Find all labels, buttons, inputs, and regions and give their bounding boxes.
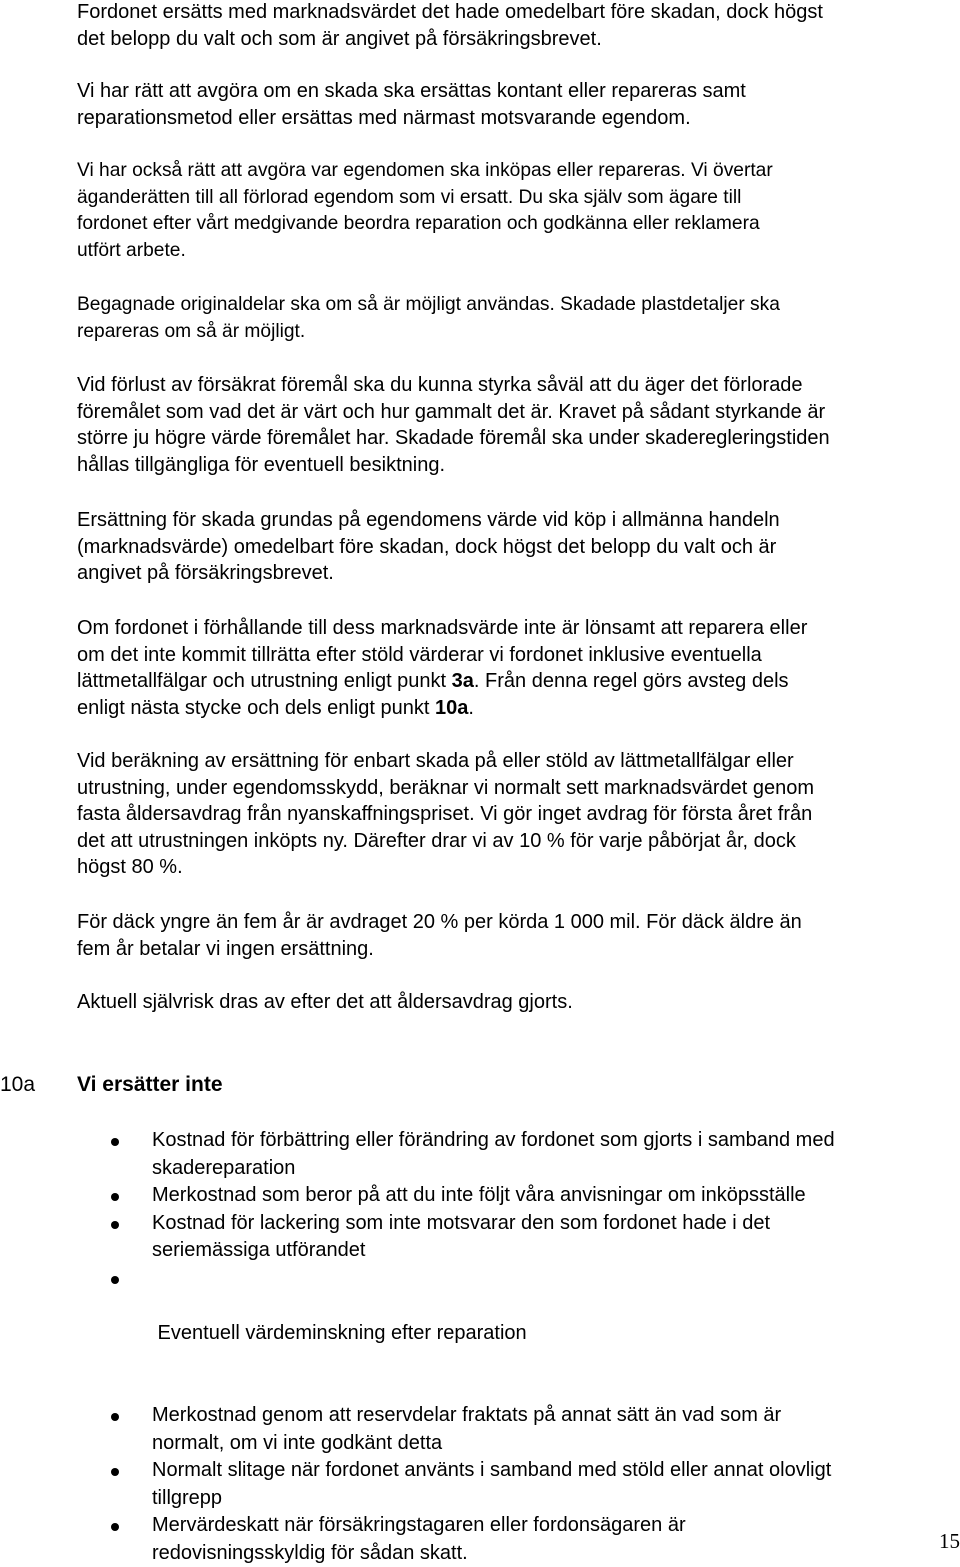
list-item-text <box>152 1182 960 1210</box>
text-line: fasta åldersavdrag från nyanskaffningspriset. Vi gör inget avdrag för första året från <box>77 801 949 828</box>
list-item <box>0 1457 960 1512</box>
list-item-text <box>152 1210 960 1265</box>
paragraph-market-value <box>77 0 949 52</box>
paragraph-repair-decision <box>77 78 949 131</box>
paragraph-compensation-basis <box>77 507 949 587</box>
text-line: det att utrustningen inköpts ny. Därefter drar vi av 10 % för varje påbörjat år, dock <box>77 828 949 855</box>
text-line <box>77 668 949 695</box>
list-item-text <box>152 1457 960 1512</box>
text-line: (marknadsvärde) omedelbart före skadan, dock högst det belopp du valt och är <box>77 534 949 561</box>
list-item <box>0 1512 960 1567</box>
point-reference: 10a <box>435 697 468 719</box>
text-line: reparationsmetod eller ersättas med närmast motsvarande egendom. <box>77 105 949 132</box>
text-run: enligt nästa stycke och dels enligt punkt <box>77 697 435 719</box>
text-line: högst 80 %. <box>77 854 949 881</box>
bullet-icon <box>111 1468 119 1476</box>
bullet-icon <box>111 1276 119 1284</box>
paragraph-purchase-decision <box>77 158 949 264</box>
paragraph-used-parts <box>77 292 949 345</box>
text-line: fem år betalar vi ingen ersättning. <box>77 936 949 963</box>
text-line: fordonet efter vårt medgivande beordra reparation och godkänna eller reklamera <box>77 211 949 238</box>
text-line: repareras om så är möjligt. <box>77 319 949 346</box>
text-line: större ju högre värde föremålet har. Skadade föremål ska under skaderegleringstiden <box>77 425 949 452</box>
text-line: Vid förlust av försäkrat föremål ska du kunna styrka såväl att du äger det förlorade <box>77 372 949 399</box>
text-line: Om fordonet i förhållande till dess marknadsvärde inte är lönsamt att reparera eller <box>77 615 949 642</box>
point-reference: 3a <box>452 670 474 692</box>
paragraph-not-profitable <box>77 615 949 721</box>
text-line: Vi har rätt att avgöra om en skada ska ersättas kontant eller repareras samt <box>77 78 949 105</box>
text-run: lättmetallfälgar och utrustning enligt punkt <box>77 670 452 692</box>
text-line <box>77 695 949 722</box>
bullet-icon <box>111 1193 119 1201</box>
list-item-text <box>152 1402 960 1457</box>
text-line: hållas tillgängliga för eventuell besiktning. <box>77 452 949 479</box>
text-line: Merkostnad genom att reservdelar fraktats på annat sätt än vad som är <box>152 1402 960 1430</box>
text-line: Mervärdeskatt när försäkringstagaren eller fordonsägaren är <box>152 1512 960 1540</box>
bullet-icon <box>111 1138 119 1146</box>
text-line: seriemässiga utförandet <box>152 1237 960 1265</box>
list-item <box>0 1265 960 1403</box>
exclusions-list <box>0 1127 960 1567</box>
text-line: angivet på försäkringsbrevet. <box>77 560 949 587</box>
text-line: Merkostnad som beror på att du inte följt våra anvisningar om inköpsställe <box>152 1182 960 1210</box>
text-line: normalt, om vi inte godkänt detta <box>152 1430 960 1458</box>
text-line: Kostnad för förbättring eller förändring av fordonet som gjorts i samband med <box>152 1127 960 1155</box>
text-line: Vi har också rätt att avgöra var egendomen ska inköpas eller repareras. Vi övertar <box>77 158 949 185</box>
text-line: utfört arbete. <box>77 238 949 265</box>
text-line: om det inte kommit tillrätta efter stöld värderar vi fordonet inklusive eventuella <box>77 642 949 669</box>
text-run: . Från denna regel görs avsteg dels <box>474 670 789 692</box>
section-number: 10a <box>0 1071 35 1099</box>
text-line: föremålet som vad det är värt och hur gammalt det är. Kravet på sådant styrkande är <box>77 399 949 426</box>
paragraph-tires <box>77 909 949 962</box>
list-item <box>0 1210 960 1265</box>
paragraph-loss-proof <box>77 372 949 478</box>
text-line: Vid beräkning av ersättning för enbart skada på eller stöld av lättmetallfälgar eller <box>77 748 949 775</box>
bullet-icon <box>111 1523 119 1531</box>
section-heading: Vi ersätter inte <box>77 1071 223 1099</box>
text-line: Kostnad för lackering som inte motsvarar den som fordonet hade i det <box>152 1210 960 1238</box>
list-item-text <box>152 1512 960 1567</box>
text-line: tillgrepp <box>152 1485 960 1513</box>
paragraph-rim-depreciation <box>77 748 949 881</box>
text-line: äganderätten till all förlorad egendom som vi ersatt. Du ska själv som ägare till <box>77 185 949 212</box>
list-item <box>0 1182 960 1210</box>
text-line: Aktuell självrisk dras av efter det att åldersavdrag gjorts. <box>77 989 949 1016</box>
text-line: skadereparation <box>152 1155 960 1183</box>
text-line: det belopp du valt och som är angivet på försäkringsbrevet. <box>77 26 949 53</box>
bullet-icon <box>111 1413 119 1421</box>
text-line: Eventuell värdeminskning efter reparation <box>152 1320 960 1348</box>
list-item <box>0 1402 960 1457</box>
text-line: redovisningsskyldig för sådan skatt. <box>152 1540 960 1567</box>
text-line: Ersättning för skada grundas på egendomens värde vid köp i allmänna handeln <box>77 507 949 534</box>
page-number: 15 <box>939 1529 960 1553</box>
list-item-text <box>152 1127 960 1182</box>
bullet-icon <box>111 1221 119 1229</box>
list-item <box>0 1127 960 1182</box>
text-line: Begagnade originaldelar ska om så är möjligt användas. Skadade plastdetaljer ska <box>77 292 949 319</box>
text-line: Normalt slitage när fordonet använts i samband med stöld eller annat olovligt <box>152 1457 960 1485</box>
text-run: . <box>468 697 474 719</box>
paragraph-deductible <box>77 989 949 1016</box>
text-line: För däck yngre än fem år är avdraget 20 % per körda 1 000 mil. För däck äldre än <box>77 909 949 936</box>
text-line: Fordonet ersätts med marknadsvärdet det hade omedelbart före skadan, dock högst <box>77 0 949 26</box>
text-line: utrustning, under egendomsskydd, beräknar vi normalt sett marknadsvärdet genom <box>77 775 949 802</box>
list-item-text <box>152 1265 960 1403</box>
